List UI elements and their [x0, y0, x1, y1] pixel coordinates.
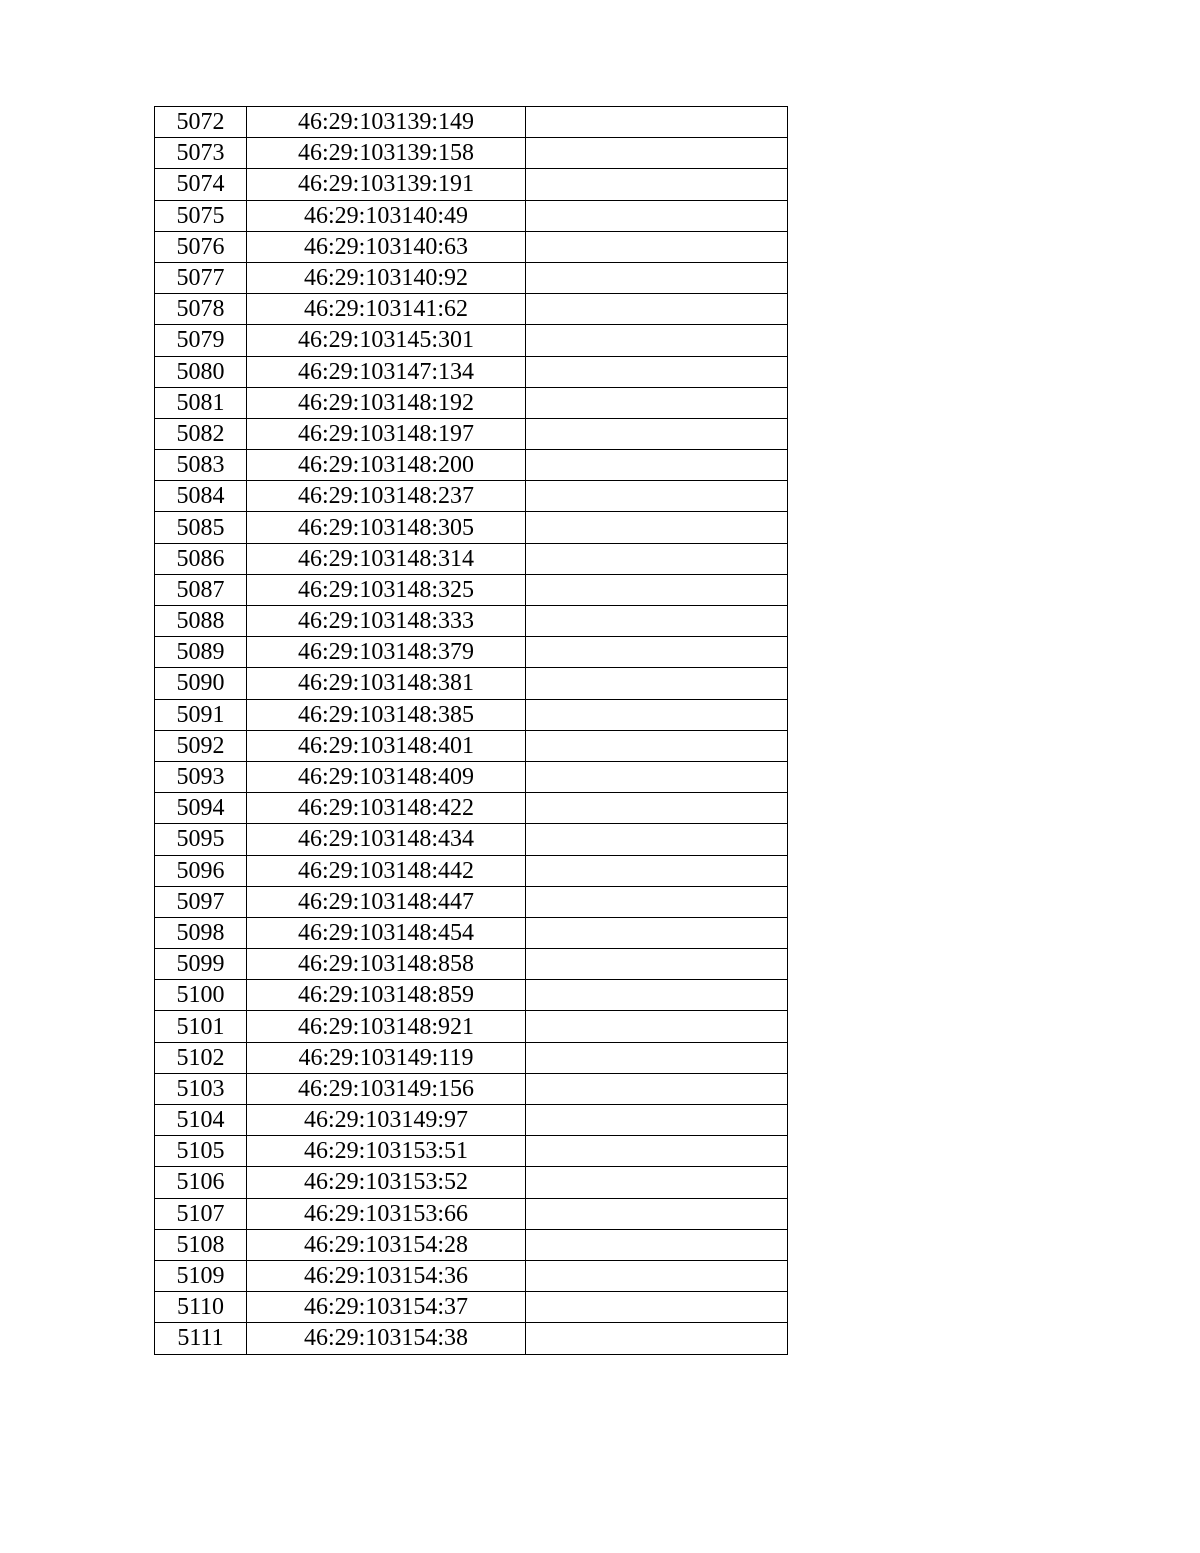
row-number-cell: 5102 — [155, 1042, 247, 1073]
table-row — [155, 294, 788, 325]
cadastral-number-cell: 46:29:103154:36 — [247, 1260, 526, 1291]
row-number-cell: 5078 — [155, 294, 247, 325]
cadastral-number-cell: 46:29:103148:921 — [247, 1011, 526, 1042]
empty-cell — [526, 512, 788, 543]
empty-cell — [526, 886, 788, 917]
row-number-cell: 5093 — [155, 761, 247, 792]
table-row — [155, 855, 788, 886]
row-number-cell: 5083 — [155, 450, 247, 481]
row-number-cell: 5084 — [155, 481, 247, 512]
row-number-cell: 5082 — [155, 418, 247, 449]
table-row — [155, 356, 788, 387]
cadastral-number-cell: 46:29:103148:385 — [247, 699, 526, 730]
row-number-cell: 5075 — [155, 200, 247, 231]
row-number-cell: 5089 — [155, 637, 247, 668]
empty-cell — [526, 574, 788, 605]
cadastral-number-cell: 46:29:103154:38 — [247, 1323, 526, 1354]
cadastral-number-cell: 46:29:103148:422 — [247, 793, 526, 824]
empty-cell — [526, 418, 788, 449]
table-row — [155, 949, 788, 980]
empty-cell — [526, 1105, 788, 1136]
cadastral-number-cell: 46:29:103148:314 — [247, 543, 526, 574]
empty-cell — [526, 262, 788, 293]
empty-cell — [526, 481, 788, 512]
table-body — [155, 107, 788, 1355]
empty-cell — [526, 1260, 788, 1291]
empty-cell — [526, 356, 788, 387]
row-number-cell: 5080 — [155, 356, 247, 387]
table-row — [155, 512, 788, 543]
row-number-cell: 5087 — [155, 574, 247, 605]
row-number-cell: 5094 — [155, 793, 247, 824]
empty-cell — [526, 1042, 788, 1073]
empty-cell — [526, 637, 788, 668]
cadastral-number-cell: 46:29:103154:37 — [247, 1292, 526, 1323]
table-row — [155, 1260, 788, 1291]
table-row — [155, 138, 788, 169]
table-row — [155, 668, 788, 699]
empty-cell — [526, 1011, 788, 1042]
cadastral-number-cell: 46:29:103145:301 — [247, 325, 526, 356]
table-row — [155, 231, 788, 262]
row-number-cell: 5090 — [155, 668, 247, 699]
row-number-cell: 5109 — [155, 1260, 247, 1291]
cadastral-number-cell: 46:29:103148:197 — [247, 418, 526, 449]
empty-cell — [526, 1073, 788, 1104]
cadastral-number-cell: 46:29:103153:52 — [247, 1167, 526, 1198]
table-row — [155, 1042, 788, 1073]
empty-cell — [526, 107, 788, 138]
table-row — [155, 1292, 788, 1323]
empty-cell — [526, 606, 788, 637]
row-number-cell: 5098 — [155, 917, 247, 948]
empty-cell — [526, 1136, 788, 1167]
cadastral-number-cell: 46:29:103148:325 — [247, 574, 526, 605]
row-number-cell: 5096 — [155, 855, 247, 886]
cadastral-number-cell: 46:29:103148:379 — [247, 637, 526, 668]
table-row — [155, 1011, 788, 1042]
row-number-cell: 5081 — [155, 387, 247, 418]
empty-cell — [526, 855, 788, 886]
empty-cell — [526, 949, 788, 980]
cadastral-number-cell: 46:29:103153:66 — [247, 1198, 526, 1229]
empty-cell — [526, 824, 788, 855]
row-number-cell: 5088 — [155, 606, 247, 637]
empty-cell — [526, 1229, 788, 1260]
row-number-cell: 5077 — [155, 262, 247, 293]
empty-cell — [526, 761, 788, 792]
cadastral-number-cell: 46:29:103153:51 — [247, 1136, 526, 1167]
table-row — [155, 886, 788, 917]
row-number-cell: 5092 — [155, 730, 247, 761]
cadastral-number-cell: 46:29:103148:401 — [247, 730, 526, 761]
table-row — [155, 606, 788, 637]
empty-cell — [526, 917, 788, 948]
cadastral-number-cell: 46:29:103148:447 — [247, 886, 526, 917]
cadastral-number-cell: 46:29:103149:156 — [247, 1073, 526, 1104]
cadastral-number-table — [154, 106, 788, 1355]
table-row — [155, 730, 788, 761]
cadastral-number-cell: 46:29:103148:381 — [247, 668, 526, 699]
row-number-cell: 5086 — [155, 543, 247, 574]
row-number-cell: 5100 — [155, 980, 247, 1011]
table-row — [155, 1323, 788, 1354]
row-number-cell: 5110 — [155, 1292, 247, 1323]
cadastral-number-cell: 46:29:103148:442 — [247, 855, 526, 886]
cadastral-number-cell: 46:29:103149:119 — [247, 1042, 526, 1073]
table-row — [155, 481, 788, 512]
table-row — [155, 1167, 788, 1198]
cadastral-number-cell: 46:29:103154:28 — [247, 1229, 526, 1260]
cadastral-number-cell: 46:29:103149:97 — [247, 1105, 526, 1136]
table-row — [155, 107, 788, 138]
row-number-cell: 5091 — [155, 699, 247, 730]
cadastral-number-cell: 46:29:103148:333 — [247, 606, 526, 637]
table-row — [155, 262, 788, 293]
cadastral-number-cell: 46:29:103139:149 — [247, 107, 526, 138]
table-row — [155, 325, 788, 356]
row-number-cell: 5095 — [155, 824, 247, 855]
table-row — [155, 824, 788, 855]
cadastral-number-cell: 46:29:103139:158 — [247, 138, 526, 169]
table-row — [155, 418, 788, 449]
table-row — [155, 980, 788, 1011]
empty-cell — [526, 1292, 788, 1323]
empty-cell — [526, 543, 788, 574]
cadastral-number-cell: 46:29:103148:859 — [247, 980, 526, 1011]
empty-cell — [526, 1323, 788, 1354]
table-row — [155, 917, 788, 948]
table-row — [155, 200, 788, 231]
empty-cell — [526, 450, 788, 481]
row-number-cell: 5074 — [155, 169, 247, 200]
row-number-cell: 5072 — [155, 107, 247, 138]
empty-cell — [526, 699, 788, 730]
table-row — [155, 637, 788, 668]
cadastral-number-cell: 46:29:103148:409 — [247, 761, 526, 792]
table-row — [155, 1073, 788, 1104]
table-row — [155, 1136, 788, 1167]
table-row — [155, 543, 788, 574]
cadastral-number-cell: 46:29:103141:62 — [247, 294, 526, 325]
cadastral-number-cell: 46:29:103148:192 — [247, 387, 526, 418]
row-number-cell: 5099 — [155, 949, 247, 980]
cadastral-number-cell: 46:29:103148:434 — [247, 824, 526, 855]
row-number-cell: 5103 — [155, 1073, 247, 1104]
cadastral-number-cell: 46:29:103140:49 — [247, 200, 526, 231]
empty-cell — [526, 387, 788, 418]
table-row — [155, 1105, 788, 1136]
cadastral-number-cell: 46:29:103148:454 — [247, 917, 526, 948]
row-number-cell: 5104 — [155, 1105, 247, 1136]
row-number-cell: 5079 — [155, 325, 247, 356]
table-row — [155, 1198, 788, 1229]
empty-cell — [526, 231, 788, 262]
row-number-cell: 5108 — [155, 1229, 247, 1260]
empty-cell — [526, 730, 788, 761]
table-row — [155, 793, 788, 824]
table-row — [155, 450, 788, 481]
cadastral-number-cell: 46:29:103139:191 — [247, 169, 526, 200]
row-number-cell: 5085 — [155, 512, 247, 543]
empty-cell — [526, 1167, 788, 1198]
empty-cell — [526, 793, 788, 824]
cadastral-number-cell: 46:29:103148:858 — [247, 949, 526, 980]
cadastral-number-cell: 46:29:103140:63 — [247, 231, 526, 262]
cadastral-number-cell: 46:29:103147:134 — [247, 356, 526, 387]
empty-cell — [526, 138, 788, 169]
row-number-cell: 5073 — [155, 138, 247, 169]
row-number-cell: 5097 — [155, 886, 247, 917]
table-row — [155, 574, 788, 605]
table-row — [155, 699, 788, 730]
cadastral-number-cell: 46:29:103148:237 — [247, 481, 526, 512]
empty-cell — [526, 325, 788, 356]
table-row — [155, 387, 788, 418]
table-row — [155, 169, 788, 200]
row-number-cell: 5076 — [155, 231, 247, 262]
cadastral-number-cell: 46:29:103148:305 — [247, 512, 526, 543]
empty-cell — [526, 668, 788, 699]
table-row — [155, 761, 788, 792]
cadastral-number-cell: 46:29:103140:92 — [247, 262, 526, 293]
row-number-cell: 5106 — [155, 1167, 247, 1198]
cadastral-number-cell: 46:29:103148:200 — [247, 450, 526, 481]
empty-cell — [526, 980, 788, 1011]
row-number-cell: 5101 — [155, 1011, 247, 1042]
row-number-cell: 5105 — [155, 1136, 247, 1167]
empty-cell — [526, 1198, 788, 1229]
empty-cell — [526, 294, 788, 325]
table-row — [155, 1229, 788, 1260]
row-number-cell: 5107 — [155, 1198, 247, 1229]
empty-cell — [526, 200, 788, 231]
row-number-cell: 5111 — [155, 1323, 247, 1354]
empty-cell — [526, 169, 788, 200]
